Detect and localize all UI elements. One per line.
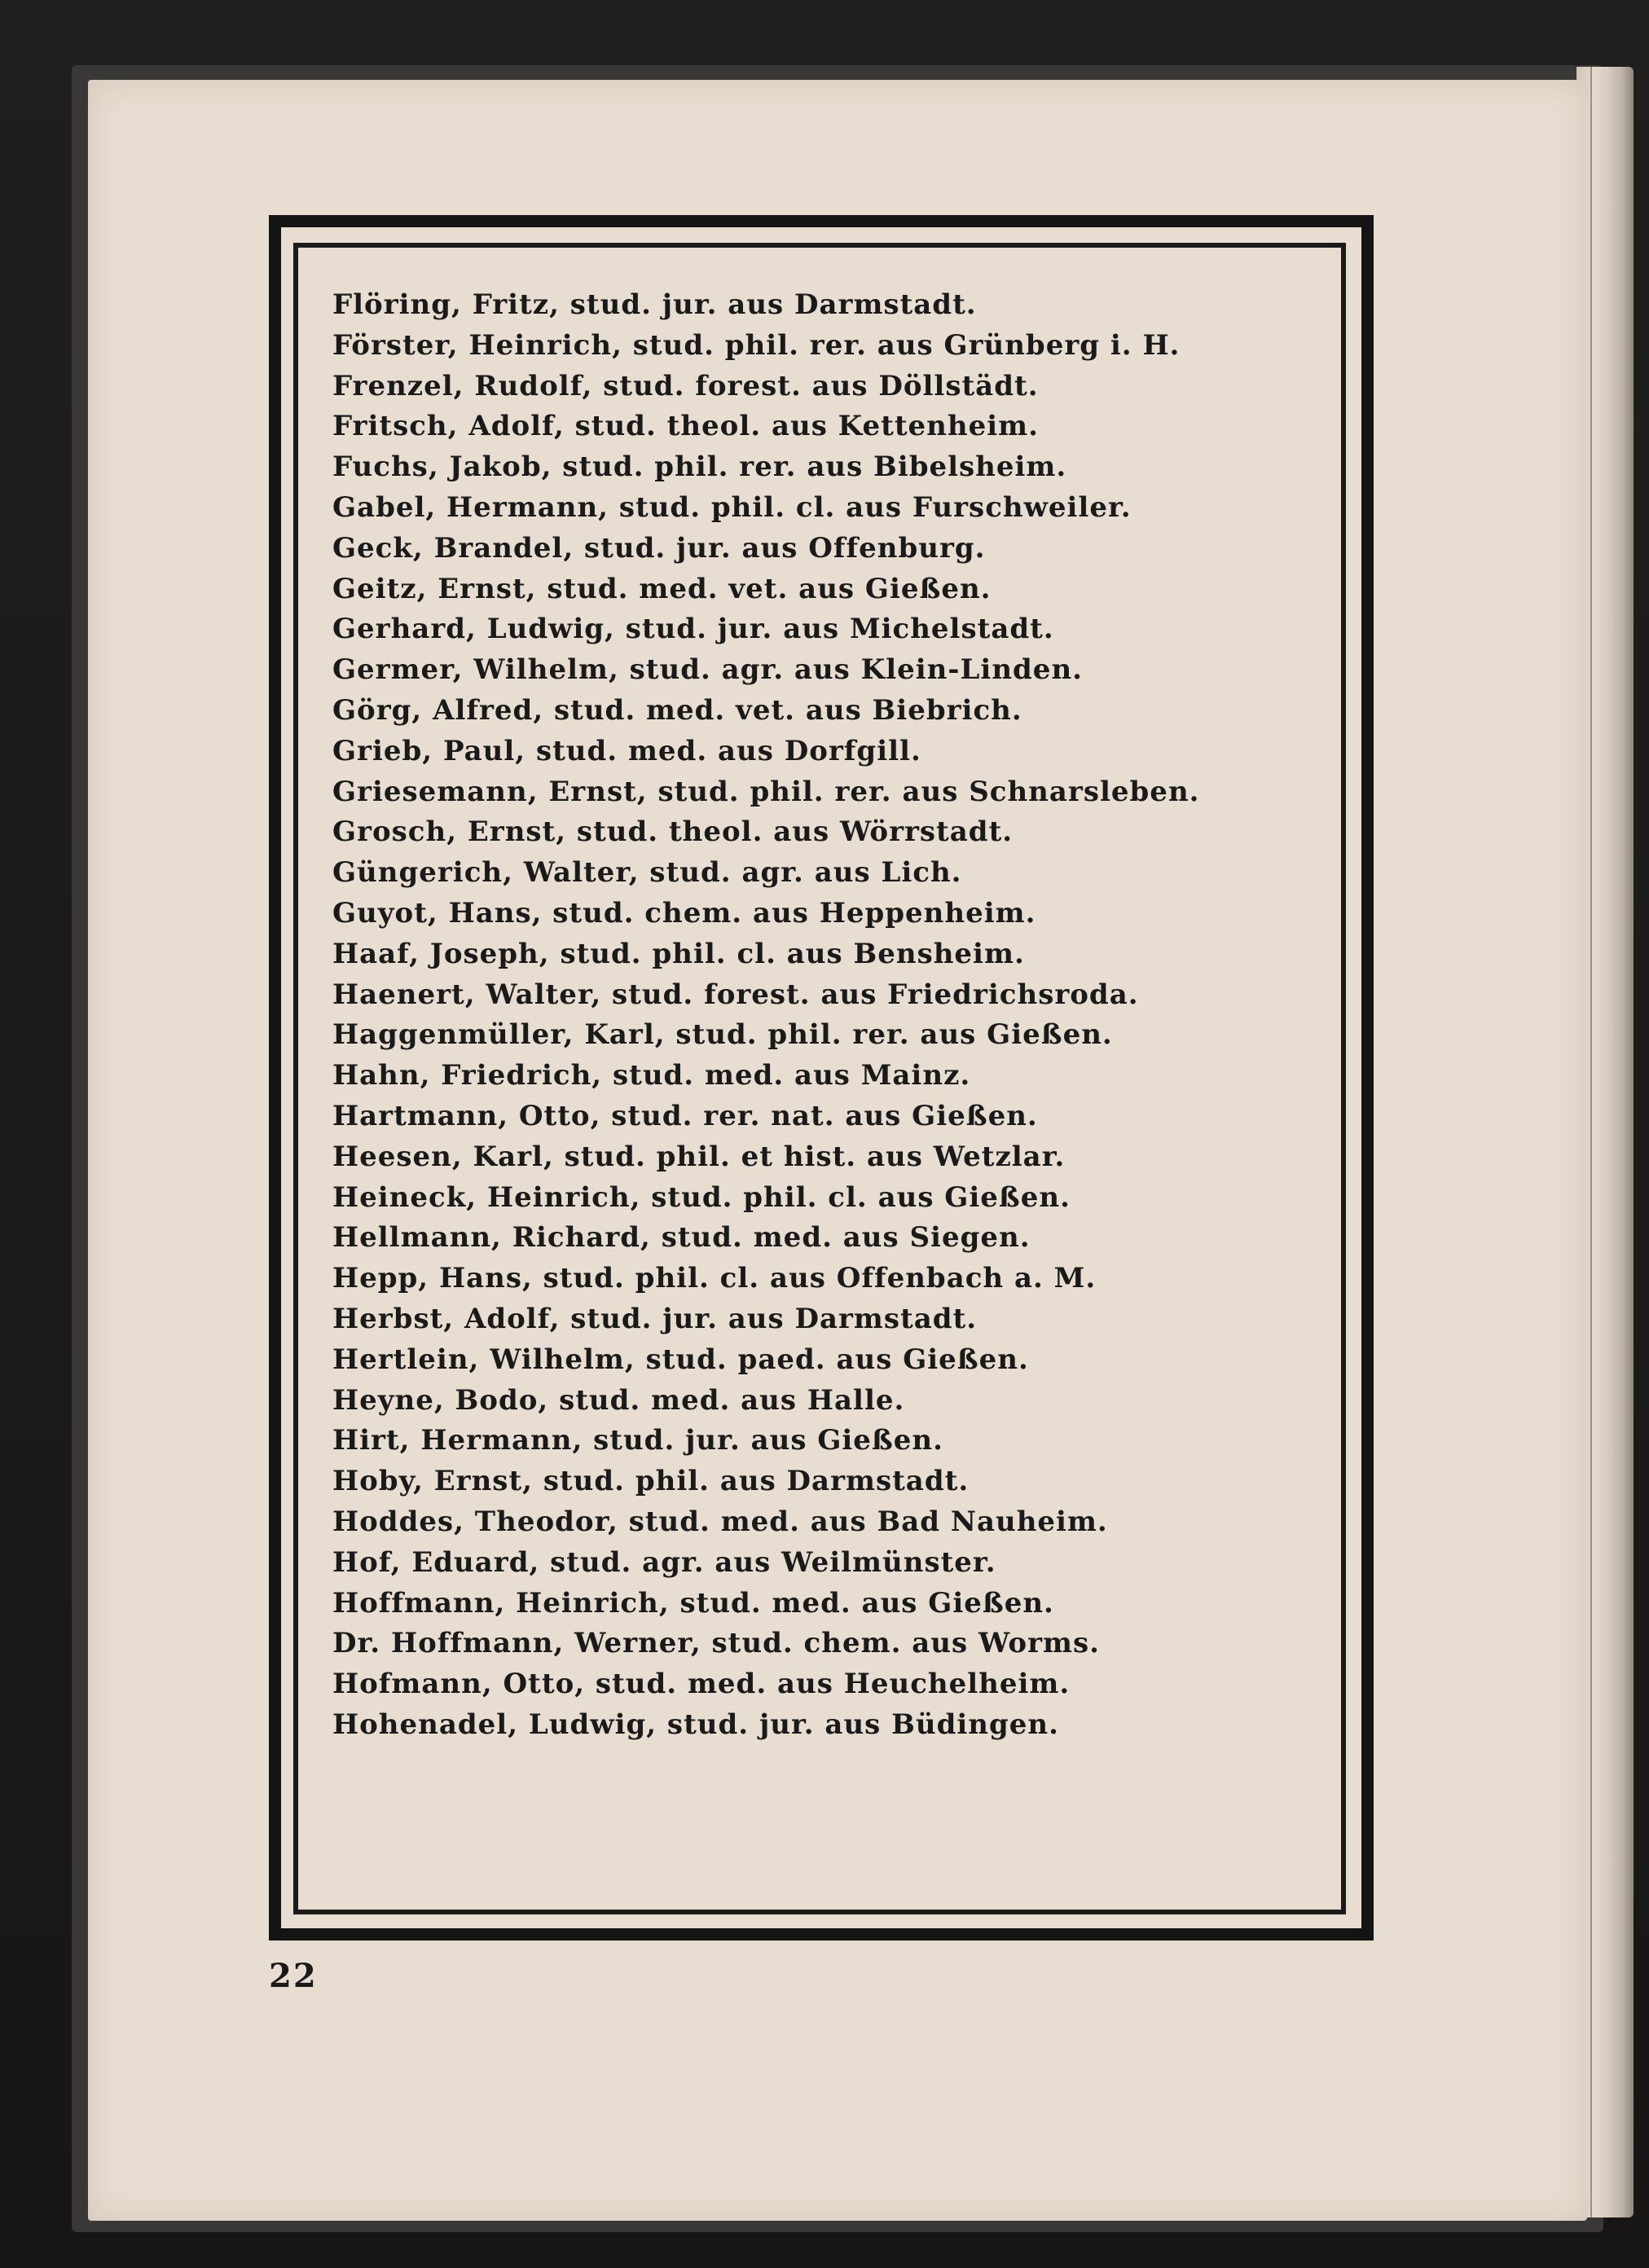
list-item: Frenzel, Rudolf, stud. forest. aus Döllstädt. [332, 369, 1039, 402]
list-item: Heineck, Heinrich, stud. phil. cl. aus Gießen. [332, 1180, 1071, 1214]
list-item: Hartmann, Otto, stud. rer. nat. aus Gießen. [332, 1099, 1038, 1132]
list-item: Germer, Wilhelm, stud. agr. aus Klein-Linden. [332, 653, 1083, 687]
list-item: Haaf, Joseph, stud. phil. cl. aus Bensheim. [332, 937, 1025, 970]
list-item: Güngerich, Walter, stud. agr. aus Lich. [332, 856, 962, 890]
list-item: Hirt, Hermann, stud. jur. aus Gießen. [332, 1424, 943, 1457]
list-item: Hof, Eduard, stud. agr. aus Weilmünster. [332, 1545, 996, 1579]
list-item: Gerhard, Ludwig, stud. jur. aus Michelstadt. [332, 613, 1054, 646]
list-item: Geck, Brandel, stud. jur. aus Offenburg. [332, 531, 986, 565]
list-item: Haenert, Walter, stud. forest. aus Friedrichsroda. [332, 978, 1139, 1011]
list-item: Hahn, Friedrich, stud. med. aus Mainz. [332, 1059, 971, 1092]
list-item: Griesemann, Ernst, stud. phil. rer. aus Schnarsleben. [332, 775, 1200, 808]
list-item: Heesen, Karl, stud. phil. et hist. aus Wetzlar. [332, 1140, 1066, 1173]
list-item: Fritsch, Adolf, stud. theol. aus Kettenheim. [332, 410, 1039, 443]
list-item: Hertlein, Wilhelm, stud. paed. aus Gießen. [332, 1343, 1029, 1376]
list-item: Förster, Heinrich, stud. phil. rer. aus Grünberg i. H. [332, 328, 1181, 362]
list-item: Guyot, Hans, stud. chem. aus Heppenheim. [332, 896, 1036, 930]
list-item: Grosch, Ernst, stud. theol. aus Wörrstadt. [332, 815, 1014, 849]
list-item: Hofmann, Otto, stud. med. aus Heuchelheim. [332, 1668, 1071, 1701]
page-number: 22 [269, 1957, 318, 1995]
page-stack-line [1590, 67, 1592, 2217]
list-item: Flöring, Fritz, stud. jur. aus Darmstadt. [332, 288, 977, 321]
list-item: Hohenadel, Ludwig, stud. jur. aus Büdingen. [332, 1708, 1059, 1741]
list-item: Dr. Hoffmann, Werner, stud. chem. aus Worms. [332, 1627, 1100, 1660]
list-item: Heyne, Bodo, stud. med. aus Halle. [332, 1383, 905, 1417]
list-item: Herbst, Adolf, stud. jur. aus Darmstadt. [332, 1302, 978, 1335]
list-item: Haggenmüller, Karl, stud. phil. rer. aus Gießen. [332, 1018, 1113, 1052]
list-item: Hoddes, Theodor, stud. med. aus Bad Nauheim. [332, 1505, 1108, 1538]
list-item: Fuchs, Jakob, stud. phil. rer. aus Bibelsheim. [332, 451, 1067, 484]
list-item: Görg, Alfred, stud. med. vet. aus Biebrich. [332, 693, 1022, 727]
list-item: Hellmann, Richard, stud. med. aus Siegen. [332, 1221, 1031, 1255]
list-item: Grieb, Paul, stud. med. aus Dorfgill. [332, 734, 921, 767]
name-list [332, 285, 1269, 1746]
list-item: Hoby, Ernst, stud. phil. aus Darmstadt. [332, 1465, 970, 1498]
list-item: Gabel, Hermann, stud. phil. cl. aus Furschweiler. [332, 490, 1132, 524]
list-item: Geitz, Ernst, stud. med. vet. aus Gießen. [332, 572, 992, 605]
list-item: Hepp, Hans, stud. phil. cl. aus Offenbach a. M. [332, 1262, 1097, 1295]
list-item: Hoffmann, Heinrich, stud. med. aus Gießen. [332, 1586, 1054, 1620]
